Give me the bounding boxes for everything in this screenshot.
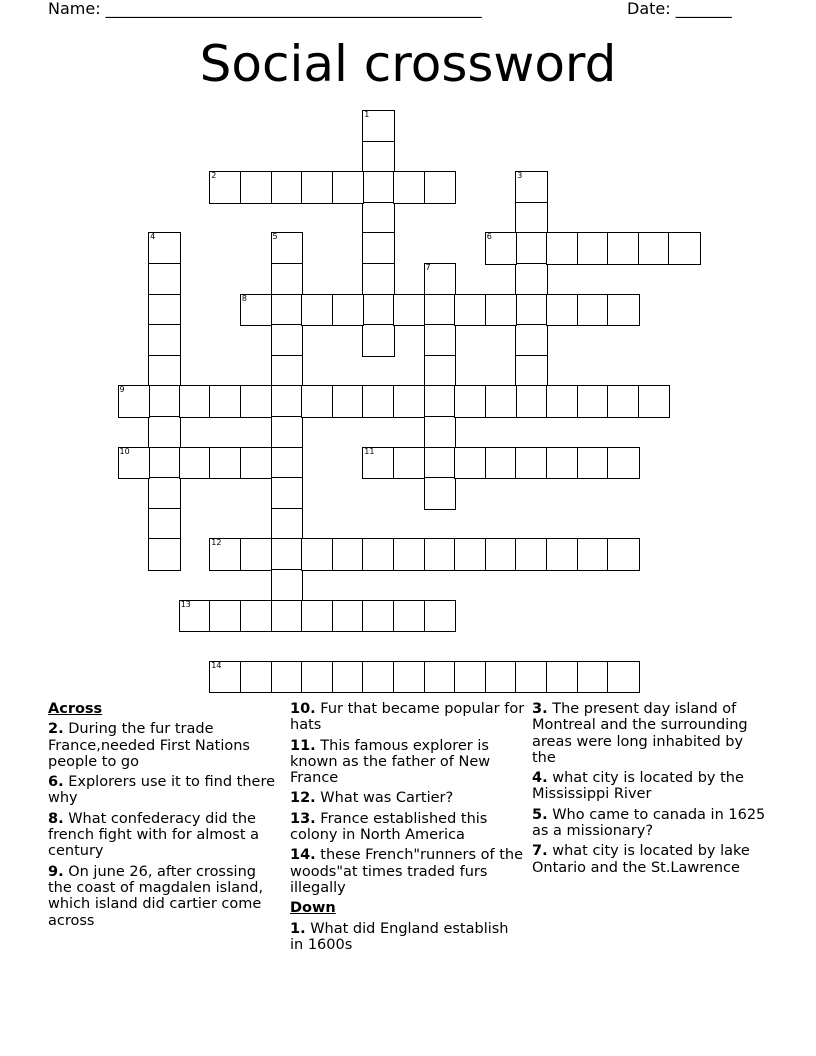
grid-cell[interactable] [515, 538, 548, 571]
clue-across-2: 2. During the fur trade France,needed First Nations people to go [48, 721, 250, 770]
grid-cell[interactable] [301, 538, 334, 571]
grid-cell[interactable] [271, 385, 304, 418]
page-title: Social crossword [199, 35, 617, 93]
grid-cell[interactable] [240, 600, 273, 633]
grid-cell[interactable] [240, 661, 273, 694]
clue-down-3: 3. The present day island of Montreal and the surrounding areas were long inhabited by the [532, 701, 748, 766]
grid-cell[interactable] [271, 661, 304, 694]
grid-cell[interactable] [362, 171, 395, 204]
grid-cell[interactable] [240, 385, 273, 418]
grid-cell[interactable] [515, 355, 548, 388]
grid-cell[interactable] [424, 294, 457, 327]
grid-cell[interactable] [148, 477, 181, 510]
grid-cell[interactable] [209, 600, 242, 633]
grid-cell[interactable] [515, 447, 548, 480]
clue-across-6: 6. Explorers use it to find there why [48, 774, 276, 807]
grid-cell[interactable] [454, 447, 487, 480]
clue-number: 14 [211, 660, 222, 670]
down-heading: Down [290, 900, 336, 917]
grid-cell[interactable] [424, 416, 457, 449]
grid-cell[interactable] [424, 477, 457, 510]
grid-cell[interactable] [607, 232, 640, 265]
clue-across-8: 8. What confederacy did the french fight with for almost a century [48, 810, 260, 860]
grid-cell[interactable] [209, 538, 242, 571]
clue-across-13: 13. France established this colony in North America [290, 810, 488, 844]
grid-cell[interactable] [515, 324, 548, 357]
grid-cell[interactable] [607, 447, 640, 480]
grid-cell[interactable] [485, 294, 518, 327]
grid-cell[interactable] [362, 538, 395, 571]
grid-cell[interactable] [393, 294, 426, 327]
grid-cell[interactable] [454, 661, 487, 694]
grid-cell[interactable] [209, 661, 242, 694]
grid-cell[interactable] [454, 385, 487, 418]
grid-cell[interactable] [546, 447, 579, 480]
grid-cell[interactable] [577, 294, 610, 327]
grid-cell[interactable] [362, 202, 395, 235]
grid-cell[interactable] [546, 661, 579, 694]
clue-across-9: 9. On june 26, after crossing the coast of magdalen island, which island did cartier come across [48, 863, 264, 929]
grid-cell[interactable] [638, 385, 671, 418]
clue-number: 7 [425, 263, 431, 272]
clue-column-1 [48, 701, 280, 933]
grid-cell[interactable] [118, 447, 151, 480]
grid-cell[interactable] [546, 538, 579, 571]
clue-number: 10 [119, 446, 130, 456]
grid-cell[interactable] [240, 447, 273, 480]
clue-number: 2 [211, 171, 217, 181]
grid-cell[interactable] [546, 294, 579, 327]
grid-cell[interactable] [148, 263, 181, 296]
clue-number: 12 [211, 538, 222, 548]
grid-cell[interactable] [424, 324, 457, 357]
grid-cell[interactable] [485, 232, 518, 265]
grid-cell[interactable] [362, 263, 395, 296]
grid-cell[interactable] [424, 661, 457, 694]
clue-down-5: 5. Who came to canada in 1625 as a missionary? [532, 806, 766, 840]
grid-cell[interactable] [148, 538, 181, 571]
clue-across-14: 14. these French"runners of the woods"at times traded furs illegally [290, 847, 524, 896]
grid-cell[interactable] [424, 263, 457, 296]
grid-cell[interactable] [271, 232, 304, 265]
grid-cell[interactable] [271, 171, 304, 204]
grid-cell[interactable] [148, 508, 181, 541]
grid-cell[interactable] [454, 538, 487, 571]
clue-down-4: 4. what city is located by the Mississippi River [532, 770, 744, 803]
grid-cell[interactable] [424, 385, 457, 418]
grid-cell[interactable] [485, 447, 518, 480]
clue-across-11: 11. This famous explorer is known as the father of New France [290, 737, 491, 787]
grid-cell[interactable] [362, 110, 395, 143]
grid-cell[interactable] [332, 661, 365, 694]
grid-cell[interactable] [362, 232, 395, 265]
grid-cell[interactable] [179, 600, 212, 633]
grid-cell[interactable] [301, 294, 334, 327]
grid-cell[interactable] [271, 477, 304, 510]
clue-number: 13 [180, 599, 191, 609]
grid-cell[interactable] [638, 232, 671, 265]
grid-cell[interactable] [148, 232, 181, 265]
grid-cell[interactable] [577, 232, 610, 265]
clue-number: 8 [241, 293, 247, 303]
across-heading: Across [48, 701, 103, 717]
grid-cell[interactable] [332, 600, 365, 633]
grid-cell[interactable] [148, 324, 181, 357]
grid-cell[interactable] [577, 661, 610, 694]
name-field-label[interactable]: Name: _______________________________________________ [48, 0, 482, 18]
grid-cell[interactable] [515, 294, 548, 327]
clue-number: 3 [517, 171, 523, 181]
grid-cell[interactable] [148, 355, 181, 388]
grid-cell[interactable] [607, 294, 640, 327]
grid-cell[interactable] [607, 538, 640, 571]
grid-cell[interactable] [271, 355, 304, 388]
grid-cell[interactable] [240, 538, 273, 571]
grid-cell[interactable] [209, 447, 242, 480]
clue-column-3 [532, 701, 768, 880]
grid-cell[interactable] [148, 385, 181, 418]
grid-cell[interactable] [209, 171, 242, 204]
grid-cell[interactable] [607, 661, 640, 694]
grid-cell[interactable] [271, 508, 304, 541]
grid-cell[interactable] [393, 661, 426, 694]
date-field-label[interactable]: Date: _______ [627, 0, 732, 18]
grid-cell[interactable] [515, 385, 548, 418]
grid-cell[interactable] [362, 141, 395, 174]
clue-across-10: 10. Fur that became popular for hats [290, 701, 525, 734]
clue-column-2 [290, 701, 526, 957]
clue-down-7: 7. what city is located by lake Ontario and the St.Lawrence [532, 843, 750, 876]
grid-cell[interactable] [424, 171, 457, 204]
grid-cell[interactable] [546, 232, 579, 265]
grid-cell[interactable] [271, 600, 304, 633]
grid-cell[interactable] [301, 171, 334, 204]
grid-cell[interactable] [393, 447, 426, 480]
grid-cell[interactable] [362, 385, 395, 418]
grid-cell[interactable] [179, 447, 212, 480]
clue-number: 4 [150, 232, 156, 242]
clue-number: 9 [119, 385, 125, 395]
grid-cell[interactable] [271, 294, 304, 327]
grid-cell[interactable] [148, 294, 181, 327]
grid-cell[interactable] [515, 232, 548, 265]
clue-number: 1 [364, 110, 370, 119]
grid-cell[interactable] [209, 385, 242, 418]
grid-cell[interactable] [271, 447, 304, 480]
grid-cell[interactable] [393, 385, 426, 418]
grid-cell[interactable] [454, 294, 487, 327]
grid-cell[interactable] [424, 600, 457, 633]
grid-cell[interactable] [240, 294, 273, 327]
grid-cell[interactable] [179, 385, 212, 418]
grid-cell[interactable] [485, 661, 518, 694]
grid-cell[interactable] [515, 171, 548, 204]
grid-cell[interactable] [577, 538, 610, 571]
grid-cell[interactable] [240, 171, 273, 204]
grid-cell[interactable] [148, 416, 181, 449]
grid-cell[interactable] [271, 416, 304, 449]
grid-cell[interactable] [424, 447, 457, 480]
grid-cell[interactable] [515, 263, 548, 296]
grid-cell[interactable] [607, 385, 640, 418]
grid-cell[interactable] [424, 538, 457, 571]
grid-cell[interactable] [546, 385, 579, 418]
grid-cell[interactable] [485, 385, 518, 418]
grid-cell[interactable] [393, 538, 426, 571]
grid-cell[interactable] [332, 294, 365, 327]
grid-cell[interactable] [271, 569, 304, 602]
grid-cell[interactable] [577, 447, 610, 480]
grid-cell[interactable] [668, 232, 701, 265]
grid-cell[interactable] [148, 447, 181, 480]
grid-cell[interactable] [271, 263, 304, 296]
grid-cell[interactable] [362, 294, 395, 327]
grid-cell[interactable] [393, 171, 426, 204]
grid-cell[interactable] [271, 538, 304, 571]
grid-cell[interactable] [485, 538, 518, 571]
grid-cell[interactable] [393, 600, 426, 633]
clue-number: 6 [486, 232, 492, 242]
grid-cell[interactable] [118, 385, 151, 418]
grid-cell[interactable] [301, 661, 334, 694]
clue-down-1: 1. What did England establish in 1600s [290, 920, 509, 953]
clue-number: 11 [364, 446, 375, 456]
grid-cell[interactable] [271, 324, 304, 357]
grid-cell[interactable] [332, 171, 365, 204]
grid-cell[interactable] [515, 661, 548, 694]
grid-cell[interactable] [362, 324, 395, 357]
grid-cell[interactable] [301, 600, 334, 633]
grid-cell[interactable] [362, 447, 395, 480]
grid-cell[interactable] [362, 600, 395, 633]
grid-cell[interactable] [424, 355, 457, 388]
clue-number: 5 [272, 232, 278, 242]
grid-cell[interactable] [301, 385, 334, 418]
grid-cell[interactable] [332, 385, 365, 418]
clue-across-12: 12. What was Cartier? [290, 790, 454, 807]
grid-cell[interactable] [332, 538, 365, 571]
grid-cell[interactable] [362, 661, 395, 694]
grid-cell[interactable] [515, 202, 548, 235]
grid-cell[interactable] [577, 385, 610, 418]
